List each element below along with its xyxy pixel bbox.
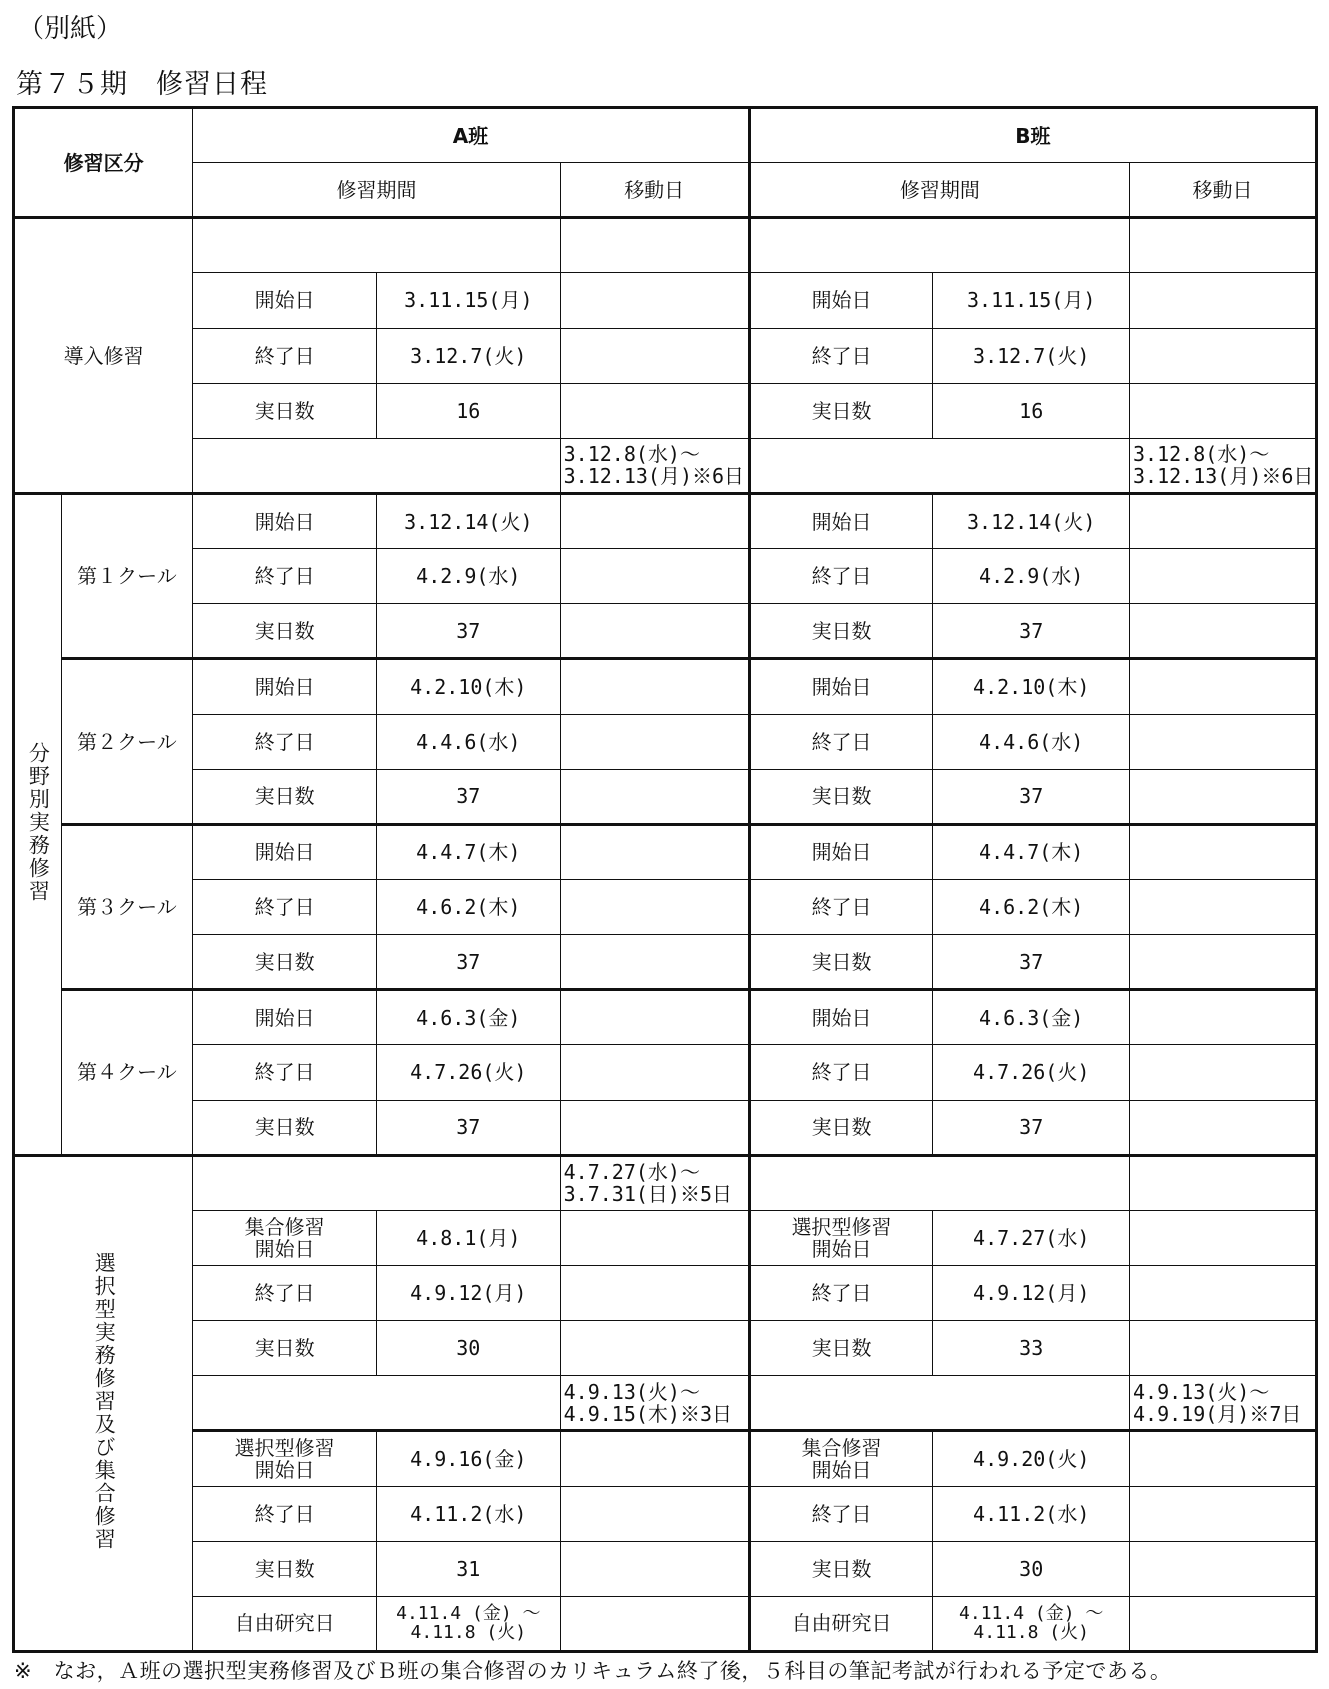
elective-a-free: 4.11.4 (金) ～ 4.11.8 (火): [376, 1596, 560, 1651]
elective-b-p2-days: 30: [933, 1541, 1130, 1596]
empty-cell: [560, 604, 749, 659]
label-start: 開始日: [193, 659, 377, 714]
label-elective-start: 選択型修習 開始日: [193, 1431, 377, 1486]
attachment-note: （別紙）: [18, 14, 123, 44]
empty-cell: [1130, 1541, 1317, 1596]
label-end: 終了日: [193, 1265, 377, 1320]
empty-cell: [1130, 1431, 1317, 1486]
empty-cell: [1130, 824, 1317, 879]
empty-cell: [560, 879, 749, 934]
empty-cell: [1130, 1321, 1317, 1376]
cool-1-b-start: 3.12.14(火): [933, 493, 1130, 548]
empty-cell: [560, 1321, 749, 1376]
header-a-move: 移動日: [560, 163, 749, 218]
label-days: 実日数: [193, 1100, 377, 1155]
empty-cell: [1130, 1100, 1317, 1155]
empty-cell: [560, 493, 749, 548]
elective-category: [14, 1155, 193, 1651]
label-start: 開始日: [749, 659, 933, 714]
label-group-start: 集合修習 開始日: [749, 1431, 933, 1486]
header-group-b: B班: [749, 108, 1316, 163]
empty-cell: [1130, 273, 1317, 328]
elective-b-p1-end: 4.9.12(月): [933, 1265, 1130, 1320]
label-free-research: 自由研究日: [193, 1596, 377, 1651]
header-b-move: 移動日: [1130, 163, 1317, 218]
elective-a-p2-start: 4.9.16(金): [376, 1431, 560, 1486]
header-a-period: 修習期間: [193, 163, 560, 218]
label-end: 終了日: [193, 714, 377, 769]
empty-cell: [1130, 990, 1317, 1045]
label-end: 終了日: [193, 1486, 377, 1541]
elective-a-p2-days: 31: [376, 1541, 560, 1596]
empty-cell: [560, 990, 749, 1045]
empty-cell: [1130, 714, 1317, 769]
cool-3-a-days: 37: [376, 935, 560, 990]
label-end: 終了日: [749, 1486, 933, 1541]
empty-cell: [560, 549, 749, 604]
intro-blank: [193, 218, 560, 273]
schedule-table: [12, 106, 1318, 1653]
label-end: 終了日: [749, 879, 933, 934]
cool-4-a-start: 4.6.3(金): [376, 990, 560, 1045]
elective-b-p2-start: 4.9.20(火): [933, 1431, 1130, 1486]
label-end: 終了日: [749, 549, 933, 604]
empty-cell: [1130, 1486, 1317, 1541]
empty-cell: [1130, 383, 1317, 438]
elective-b-free: 4.11.4 (金) ～ 4.11.8 (火): [933, 1596, 1130, 1651]
cool-2-b-end: 4.4.6(水): [933, 714, 1130, 769]
label-end: 終了日: [193, 879, 377, 934]
elective-a-p1-days: 30: [376, 1321, 560, 1376]
field-category: [14, 493, 62, 1155]
label-days: 実日数: [193, 769, 377, 824]
empty-cell: [560, 1596, 749, 1651]
cool-3-b-start: 4.4.7(木): [933, 824, 1130, 879]
cool-3-b-end: 4.6.2(木): [933, 879, 1130, 934]
cool-1-a-start: 3.12.14(火): [376, 493, 560, 548]
label-days: 実日数: [749, 769, 933, 824]
label-days: 実日数: [749, 1541, 933, 1596]
empty-cell: [560, 1045, 749, 1100]
empty-cell: [1130, 1155, 1317, 1210]
empty-cell: [560, 1486, 749, 1541]
empty-cell: [1130, 549, 1317, 604]
intro-a-end: 3.12.7(火): [376, 328, 560, 383]
empty-cell: [193, 438, 560, 493]
label-days: 実日数: [749, 1100, 933, 1155]
intro-b-days: 16: [933, 383, 1130, 438]
footnote: ※ なお，Ａ班の選択型実務修習及びＢ班の集合修習のカリキュラム終了後，５科目の筆記考試が行われる予定である。: [14, 1659, 1172, 1683]
empty-cell: [560, 383, 749, 438]
empty-cell: [560, 935, 749, 990]
label-end: 終了日: [749, 1045, 933, 1100]
elective-b-p1-start: 4.7.27(水): [933, 1210, 1130, 1265]
cool-3-name: 第３クール: [61, 824, 193, 989]
cool-4-a-days: 37: [376, 1100, 560, 1155]
cool-3-b-days: 37: [933, 935, 1130, 990]
empty-cell: [193, 1155, 560, 1210]
elective-b-move-2: 4.9.13(火)～ 4.9.19(月)※7日: [1130, 1376, 1317, 1431]
cool-2-b-start: 4.2.10(木): [933, 659, 1130, 714]
empty-cell: [560, 824, 749, 879]
empty-cell: [1130, 1596, 1317, 1651]
label-end: 終了日: [749, 328, 933, 383]
label-start: 開始日: [193, 990, 377, 1045]
empty-cell: [1130, 604, 1317, 659]
label-start: 開始日: [749, 990, 933, 1045]
empty-cell: [1130, 659, 1317, 714]
header-b-period: 修習期間: [749, 163, 1129, 218]
empty-cell: [749, 1376, 1129, 1431]
empty-cell: [560, 328, 749, 383]
empty-cell: [560, 659, 749, 714]
field-category-label: 分野別実務修習: [26, 741, 51, 903]
empty-cell: [749, 438, 1129, 493]
label-start: 開始日: [193, 273, 377, 328]
cool-4-a-end: 4.7.26(火): [376, 1045, 560, 1100]
cool-1-b-days: 37: [933, 604, 1130, 659]
label-end: 終了日: [193, 549, 377, 604]
empty-cell: [1130, 1210, 1317, 1265]
label-days: 実日数: [749, 935, 933, 990]
empty-cell: [1130, 328, 1317, 383]
header-group-a: A班: [193, 108, 749, 163]
empty-cell: [560, 1431, 749, 1486]
elective-a-p1-start: 4.8.1(月): [376, 1210, 560, 1265]
label-end: 終了日: [193, 1045, 377, 1100]
label-end: 終了日: [749, 714, 933, 769]
cool-1-name: 第１クール: [61, 493, 193, 658]
elective-b-p2-end: 4.11.2(水): [933, 1486, 1130, 1541]
empty-cell: [560, 769, 749, 824]
label-days: 実日数: [193, 604, 377, 659]
empty-cell: [560, 1100, 749, 1155]
label-days: 実日数: [193, 1541, 377, 1596]
elective-a-move-1: 4.7.27(水)～ 3.7.31(日)※5日: [560, 1155, 749, 1210]
intro-a-start: 3.11.15(月): [376, 273, 560, 328]
label-days: 実日数: [749, 1321, 933, 1376]
label-start: 開始日: [193, 493, 377, 548]
label-days: 実日数: [193, 1321, 377, 1376]
elective-a-move-2: 4.9.13(火)～ 4.9.15(木)※3日: [560, 1376, 749, 1431]
empty-cell: [1130, 935, 1317, 990]
label-days: 実日数: [193, 383, 377, 438]
cool-3-a-start: 4.4.7(木): [376, 824, 560, 879]
cool-1-a-end: 4.2.9(水): [376, 549, 560, 604]
label-free-research: 自由研究日: [749, 1596, 933, 1651]
cool-3-a-end: 4.6.2(木): [376, 879, 560, 934]
empty-cell: [1130, 493, 1317, 548]
empty-cell: [749, 218, 1129, 273]
cool-1-a-days: 37: [376, 604, 560, 659]
label-days: 実日数: [193, 935, 377, 990]
cool-4-b-days: 37: [933, 1100, 1130, 1155]
intro-a-move: 3.12.8(水)～ 3.12.13(月)※6日: [560, 438, 749, 493]
empty-cell: [560, 1541, 749, 1596]
label-start: 開始日: [749, 273, 933, 328]
elective-b-p1-days: 33: [933, 1321, 1130, 1376]
empty-cell: [749, 1155, 1129, 1210]
cool-2-b-days: 37: [933, 769, 1130, 824]
header-category: 修習区分: [14, 108, 193, 218]
cool-2-name: 第２クール: [61, 659, 193, 824]
intro-a-days: 16: [376, 383, 560, 438]
elective-a-p1-end: 4.9.12(月): [376, 1265, 560, 1320]
intro-b-move: 3.12.8(水)～ 3.12.13(月)※6日: [1130, 438, 1317, 493]
label-start: 開始日: [749, 493, 933, 548]
empty-cell: [193, 1376, 560, 1431]
intro-b-end: 3.12.7(火): [933, 328, 1130, 383]
cool-4-b-end: 4.7.26(火): [933, 1045, 1130, 1100]
intro-category: 導入修習: [14, 218, 193, 494]
label-days: 実日数: [749, 383, 933, 438]
label-end: 終了日: [749, 1265, 933, 1320]
empty-cell: [560, 1265, 749, 1320]
elective-category-label: 選択型実務修習及び集合修習: [92, 1251, 117, 1551]
empty-cell: [560, 273, 749, 328]
empty-cell: [1130, 769, 1317, 824]
label-days: 実日数: [749, 604, 933, 659]
page-title: 第７５期 修習日程: [16, 69, 268, 100]
elective-a-p2-end: 4.11.2(水): [376, 1486, 560, 1541]
cool-4-b-start: 4.6.3(金): [933, 990, 1130, 1045]
empty-cell: [1130, 1045, 1317, 1100]
empty-cell: [1130, 218, 1317, 273]
cool-2-a-start: 4.2.10(木): [376, 659, 560, 714]
cool-2-a-days: 37: [376, 769, 560, 824]
empty-cell: [560, 1210, 749, 1265]
cool-1-b-end: 4.2.9(水): [933, 549, 1130, 604]
label-start: 開始日: [749, 824, 933, 879]
label-group-start: 集合修習 開始日: [193, 1210, 377, 1265]
empty-cell: [1130, 1265, 1317, 1320]
empty-cell: [560, 714, 749, 769]
intro-b-start: 3.11.15(月): [933, 273, 1130, 328]
cool-2-a-end: 4.4.6(水): [376, 714, 560, 769]
empty-cell: [1130, 879, 1317, 934]
cool-4-name: 第４クール: [61, 990, 193, 1155]
label-start: 開始日: [193, 824, 377, 879]
empty-cell: [560, 218, 749, 273]
label-end: 終了日: [193, 328, 377, 383]
label-elective-start: 選択型修習 開始日: [749, 1210, 933, 1265]
